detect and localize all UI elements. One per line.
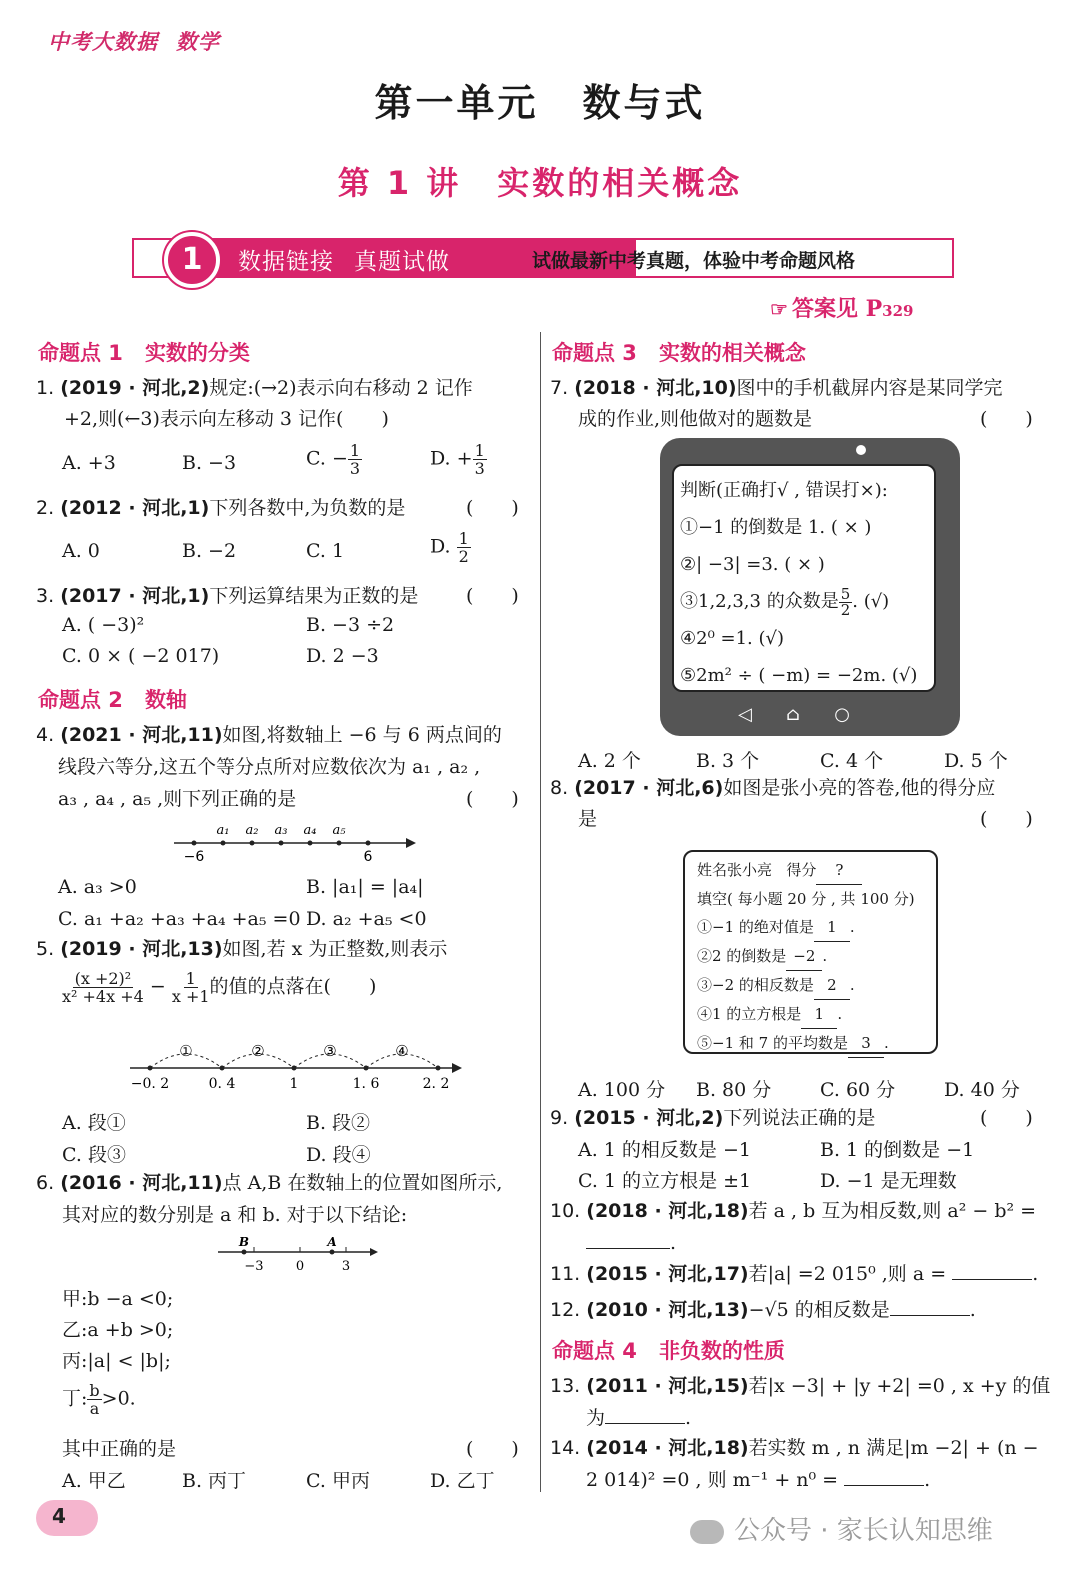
screen-line-2: ②| −3| =3. ( × )	[680, 554, 825, 575]
q1-d-fraction	[473, 442, 487, 477]
section-banner	[132, 238, 954, 278]
q7-text2: 成的作业,则他做对的题数是	[578, 408, 813, 430]
q1-source: (2019 · 河北,2)	[60, 377, 210, 399]
screen-l3-den: 2	[840, 600, 851, 619]
q4-number-line	[170, 818, 420, 868]
q7-option-d: D. 5 个	[944, 750, 1008, 772]
q11-text: 若|a| =2 015⁰ ,则 a =	[748, 1263, 947, 1285]
q2-answer-paren: ( )	[466, 497, 519, 519]
q6-s4-suffix: >0.	[101, 1387, 136, 1410]
q6-tick-1: −3	[244, 1259, 264, 1274]
q4-text2: 线段六等分,这五个等分点所对应数依次为 a₁ , a₂ ,	[58, 756, 481, 778]
q5-seg-1: ①	[179, 1042, 193, 1060]
lesson-name: 实数的相关概念	[497, 164, 743, 202]
q5-seg-3: ③	[323, 1042, 337, 1060]
screen-l3-num: 5	[840, 584, 851, 603]
q2-option-d	[430, 530, 471, 565]
q7-text1: 图中的手机截屏内容是某同学完	[736, 377, 1003, 399]
q4-answer-paren: ( )	[466, 788, 519, 810]
sheet-v1: 1	[814, 913, 850, 942]
q6-tick-2: 0	[295, 1259, 305, 1274]
q13-text1: 若|x −3| + |y +2| =0 , x +y 的值	[748, 1375, 1051, 1397]
sheet-v5: 3	[848, 1029, 884, 1058]
q5-tick-1: −0. 2	[130, 1076, 170, 1092]
banner-title-a: 数据链接	[238, 249, 334, 275]
q9-answer-paren: ( )	[980, 1107, 1033, 1129]
sheet-item-3: ③−2 的相反数是 2 .	[697, 971, 936, 1000]
screen-line-5: ⑤2m² ÷ ( −m) = −2m. (√)	[680, 665, 918, 686]
q1-option-d	[430, 442, 487, 477]
unit-label: 第一单元	[374, 81, 539, 125]
q11-line1: 11. (2015 · 河北,17)若|a| =2 015⁰ ,则 a = .	[550, 1263, 1039, 1285]
q12-text: −√5 的相反数是	[748, 1299, 890, 1321]
q5-f1-num: (x +2)²	[74, 969, 132, 988]
q5-seg-4: ④	[395, 1042, 409, 1060]
q2-d-den: 2	[458, 547, 469, 566]
section-1-name: 实数的分类	[144, 341, 250, 365]
section-3-label: 命题点 3	[552, 341, 637, 365]
q4-point-a3: a₃	[274, 823, 288, 838]
q1-number: 1.	[36, 377, 55, 399]
q6-statement-4	[62, 1382, 136, 1417]
watermark	[690, 1510, 993, 1547]
q13-line2: 为 .	[586, 1407, 692, 1429]
q5-f2-den: x +1	[171, 987, 210, 1006]
q5-fraction-2	[172, 970, 210, 1005]
q1-option-b: B. −3	[182, 452, 237, 474]
q4-point-a2: a₂	[245, 823, 259, 838]
header-brand	[48, 26, 238, 56]
q8-answer-paren: ( )	[980, 808, 1033, 830]
sheet-item-1: ①−1 的绝对值是 1 .	[697, 913, 936, 942]
q7-number: 7.	[550, 377, 569, 399]
banner-subtitle: 试做最新中考真题，体验中考命题风格	[532, 250, 856, 272]
q8-option-d: D. 40 分	[944, 1079, 1020, 1101]
subject-name: 数学	[176, 30, 220, 54]
q9-option-c: C. 1 的立方根是 ±1	[578, 1170, 752, 1192]
q14-source: (2014 · 河北,18)	[586, 1437, 749, 1459]
q11-source: (2015 · 河北,17)	[586, 1263, 749, 1285]
section-2-heading	[38, 684, 209, 714]
q6-option-d: D. 乙丁	[430, 1470, 495, 1492]
q8-text2: 是	[578, 808, 598, 830]
q4-point-a1: a₁	[216, 823, 230, 838]
q6-statement-2: 乙:a +b >0;	[62, 1319, 174, 1341]
q1-d-num: 1	[474, 441, 485, 460]
section-3-heading	[552, 337, 828, 367]
q10-line1	[550, 1196, 1036, 1227]
sheet-name: 姓名张小亮	[697, 861, 773, 879]
q5-minus: −	[149, 975, 166, 998]
q9-option-b: B. 1 的倒数是 −1	[820, 1139, 975, 1161]
column-divider	[540, 332, 541, 1492]
q6-point-a: A	[327, 1235, 337, 1249]
q5-f1-den: x² +4x +4	[62, 987, 144, 1006]
q1-c-den: 3	[349, 459, 361, 478]
unit-name: 数与式	[582, 81, 706, 125]
q6-text1: 点 A,B 在数轴上的位置如图所示,	[222, 1172, 503, 1194]
q6-number-line	[214, 1234, 384, 1274]
q8-option-a: A. 100 分	[578, 1079, 666, 1101]
q3-number: 3.	[36, 585, 55, 607]
screen-line-3	[680, 583, 934, 620]
q9-source: (2015 · 河北,2)	[574, 1107, 724, 1129]
q2-line1	[36, 493, 405, 524]
q9-line1	[550, 1103, 875, 1134]
q1-option-c	[306, 442, 362, 477]
sheet-v2: −2	[786, 942, 822, 971]
q4-number: 4.	[36, 724, 55, 746]
page-number: 4	[52, 1504, 66, 1528]
sheet-item-5: ⑤−1 和 7 的平均数是 3 .	[697, 1029, 936, 1058]
q3-line1	[36, 581, 418, 612]
q9-option-d: D. −1 是无理数	[820, 1170, 957, 1192]
q10-number: 10.	[550, 1200, 581, 1222]
section-1-label: 命题点 1	[38, 341, 123, 365]
q14-line2: 2 014)² =0 , 则 m⁻¹ + n⁰ = .	[586, 1469, 931, 1491]
q5-text1: 如图,若 x 为正整数,则表示	[222, 938, 448, 960]
banner-title-b: 真题试做	[354, 249, 450, 275]
q6-arrow-icon	[370, 1248, 378, 1256]
sheet-item-2: ②2 的倒数是 −2 .	[697, 942, 936, 971]
phone-screen	[672, 464, 936, 692]
q7-option-c: C. 4 个	[820, 750, 884, 772]
q5-f2-num: 1	[185, 969, 196, 988]
q4-tick-point	[279, 841, 284, 846]
q6-source: (2016 · 河北,11)	[60, 1172, 223, 1194]
q6-tick-3: 3	[341, 1259, 351, 1274]
home-icon: ⌂	[786, 704, 800, 725]
q1-c-num: 1	[349, 441, 361, 460]
q10-source: (2018 · 河北,18)	[586, 1200, 749, 1222]
q9-number: 9.	[550, 1107, 569, 1129]
sheet-i5: ⑤−1 和 7 的平均数是	[697, 1034, 848, 1052]
q4-label-lo: −6	[183, 849, 205, 865]
q13-text2: 为	[586, 1407, 606, 1429]
q5-source: (2019 · 河北,13)	[60, 938, 223, 960]
section-3-name: 实数的相关概念	[658, 341, 806, 365]
q8-option-b: B. 80 分	[696, 1079, 772, 1101]
q4-label-hi: 6	[363, 849, 373, 865]
q4-option-b: B. |a₁| = |a₄|	[306, 876, 424, 898]
section-2-label: 命题点 2	[38, 688, 123, 712]
q3-text: 下列运算结果为正数的是	[209, 585, 419, 607]
screen-line-1: ①−1 的倒数是 1. ( × )	[680, 517, 872, 538]
lesson-title	[0, 158, 1080, 204]
q7-answer-paren: ( )	[980, 408, 1033, 430]
q6-option-b: B. 丙丁	[182, 1470, 247, 1492]
q3-option-c: C. 0 × ( −2 017)	[62, 645, 220, 667]
section-4-label: 命题点 4	[552, 1339, 637, 1363]
q5-option-d: D. 段④	[306, 1144, 371, 1166]
q5-tick-5: 2. 2	[422, 1076, 450, 1092]
recent-apps-icon: ○	[834, 704, 850, 725]
screen-line-0: 判断(正确打√ , 错误打×):	[680, 480, 888, 501]
q1-d-den: 3	[474, 459, 485, 478]
phone-screenshot	[660, 438, 960, 736]
q4-tick-point	[337, 841, 342, 846]
q6-option-a: A. 甲乙	[62, 1470, 126, 1492]
q6-option-c: C. 甲丙	[306, 1470, 370, 1492]
q5-fraction-1	[62, 970, 144, 1005]
section-4-name: 非负数的性质	[658, 1339, 785, 1363]
q4-tick-point	[221, 841, 226, 846]
q12-source: (2010 · 河北,13)	[586, 1299, 749, 1321]
q2-option-c: C. 1	[306, 540, 345, 562]
q5-tick-4: 1. 6	[352, 1076, 380, 1092]
q8-source: (2017 · 河北,6)	[574, 777, 724, 799]
q1-line1	[36, 373, 473, 404]
screen-line-4: ④2⁰ =1. (√)	[680, 628, 785, 649]
lesson-label: 第 1 讲	[337, 164, 462, 202]
q12-answer-blank	[890, 1297, 970, 1316]
q4-tick-point	[192, 841, 197, 846]
sheet-score-label: 得分	[786, 861, 817, 879]
section-1-heading	[38, 337, 272, 367]
q6-ask: 其中正确的是	[62, 1438, 177, 1460]
q4-tick-point	[366, 841, 371, 846]
q4-point-a5: a₅	[332, 823, 346, 838]
q13-line1	[550, 1371, 1050, 1402]
wechat-icon	[690, 1520, 724, 1544]
q2-number: 2.	[36, 497, 55, 519]
q6-s4-den: a	[89, 1399, 100, 1418]
q6-s4-num: b	[89, 1381, 100, 1400]
q7-line1	[550, 373, 1003, 404]
q5-option-c: C. 段③	[62, 1144, 126, 1166]
q2-d-prefix: D.	[430, 535, 451, 558]
q6-answer-paren: ( )	[466, 1438, 519, 1460]
q5-number: 5.	[36, 938, 55, 960]
unit-title	[0, 72, 1080, 127]
q12-line1: 12. (2010 · 河北,13)−√5 的相反数是 .	[550, 1299, 976, 1321]
q6-text2: 其对应的数分别是 a 和 b. 对于以下结论:	[62, 1204, 408, 1226]
q11-answer-blank	[952, 1261, 1032, 1280]
q8-line1	[550, 773, 995, 804]
q6-line1	[36, 1168, 502, 1199]
section-4-heading	[552, 1335, 807, 1365]
q4-tick-point	[250, 841, 255, 846]
q6-s4-fraction	[87, 1382, 101, 1417]
answer-reference	[770, 292, 913, 323]
q2-d-fraction	[457, 530, 471, 565]
q5-text2: 的值的点落在( )	[209, 975, 377, 998]
q3-option-d: D. 2 −3	[306, 645, 379, 667]
q2-source: (2012 · 河北,1)	[60, 497, 210, 519]
watermark-text: 公众号 · 家长认知思维	[734, 1516, 993, 1546]
q3-option-a: A. ( −3)²	[62, 614, 145, 636]
sheet-v3: 2	[814, 971, 850, 1000]
q4-tick-point	[308, 841, 313, 846]
q13-source: (2011 · 河北,15)	[586, 1375, 749, 1397]
q5-tick-3: 1	[289, 1076, 299, 1092]
answer-ref-page: 329	[882, 302, 914, 320]
q2-text: 下列各数中,为负数的是	[209, 497, 406, 519]
q13-number: 13.	[550, 1375, 581, 1397]
q7-option-b: B. 3 个	[696, 750, 760, 772]
q1-option-a: A. +3	[62, 452, 116, 474]
q2-option-a: A. 0	[62, 540, 100, 562]
q4-point-a4: a₄	[303, 823, 317, 838]
q5-option-b: B. 段②	[306, 1112, 371, 1134]
banner-number: 1	[164, 232, 220, 288]
q7-source: (2018 · 河北,10)	[574, 377, 737, 399]
screen-l3-suffix: . (√)	[852, 591, 890, 612]
q1-c-fraction	[348, 442, 362, 477]
q1-text1: 规定:(→2)表示向右移动 2 记作	[209, 377, 473, 399]
q1-c-prefix: C. −	[306, 447, 348, 470]
q14-text2: 2 014)² =0 , 则 m⁻¹ + n⁰ =	[586, 1469, 839, 1491]
page-number-badge	[36, 1500, 98, 1536]
q3-option-b: B. −3 ÷2	[306, 614, 395, 636]
q8-number: 8.	[550, 777, 569, 799]
q5-tick-2: 0. 4	[208, 1076, 236, 1092]
brand-name: 中考大数据	[48, 30, 158, 54]
q6-statement-1: 甲:b −a <0;	[62, 1288, 174, 1310]
q4-option-a: A. a₃ >0	[58, 876, 137, 898]
q6-point-b: B	[238, 1235, 250, 1249]
sheet-intro: 填空( 每小题 20 分 , 共 100 分)	[697, 890, 915, 908]
q5-arrow-icon	[452, 1063, 462, 1073]
banner-title	[238, 243, 470, 276]
q2-d-num: 1	[458, 529, 469, 548]
q10-answer-blank: .	[586, 1228, 676, 1259]
q5-expression	[62, 970, 376, 1005]
q9-option-a: A. 1 的相反数是 −1	[578, 1139, 751, 1161]
q4-option-c: C. a₁ +a₂ +a₃ +a₄ +a₅ =0	[58, 908, 301, 930]
q6-number: 6.	[36, 1172, 55, 1194]
sheet-header	[697, 856, 936, 885]
q5-line1	[36, 934, 447, 965]
q14-answer-blank	[844, 1467, 924, 1486]
q5-number-line	[126, 1036, 466, 1092]
sheet-i3: ③−2 的相反数是	[697, 976, 814, 994]
q14-number: 14.	[550, 1437, 581, 1459]
q4-option-d: D. a₂ +a₅ <0	[306, 908, 427, 930]
section-2-name: 数轴	[144, 688, 187, 712]
q9-text: 下列说法正确的是	[723, 1107, 876, 1129]
screen-l3-fraction	[839, 584, 853, 619]
q3-answer-paren: ( )	[466, 585, 519, 607]
q14-line1	[550, 1433, 1039, 1464]
q6-statement-3: 丙:|a| < |b|;	[62, 1350, 171, 1372]
q3-source: (2017 · 河北,1)	[60, 585, 210, 607]
q8-text1: 如图是张小亮的答卷,他的得分应	[723, 777, 996, 799]
q2-option-b: B. −2	[182, 540, 237, 562]
q10-text: 若 a , b 互为相反数,则 a² − b² =	[748, 1200, 1037, 1222]
q13-answer-blank	[605, 1405, 685, 1424]
q8-option-c: C. 60 分	[820, 1079, 896, 1101]
q5-seg-2: ②	[251, 1042, 265, 1060]
answer-sheet	[683, 850, 938, 1054]
back-icon: ◁	[738, 704, 752, 725]
q12-number: 12.	[550, 1299, 581, 1321]
sheet-score: ?	[816, 856, 862, 885]
answer-ref-text: 答案见 P	[791, 296, 883, 322]
q11-number: 11.	[550, 1263, 581, 1285]
q4-arrow-icon	[406, 838, 416, 848]
q4-text1: 如图,将数轴上 −6 与 6 两点间的	[222, 724, 502, 746]
q5-option-a: A. 段①	[62, 1112, 126, 1134]
q7-option-a: A. 2 个	[578, 750, 641, 772]
screen-l3-prefix: ③1,2,3,3 的众数是	[680, 591, 839, 612]
q4-line1	[36, 720, 502, 751]
phone-camera-icon	[856, 445, 866, 455]
q6-s4-prefix: 丁:	[62, 1387, 88, 1410]
sheet-i4: ④1 的立方根是	[697, 1005, 802, 1023]
q4-text3: a₃ , a₄ , a₅ ,则下列正确的是	[58, 788, 297, 810]
sheet-item-4: ④1 的立方根是 1 .	[697, 1000, 936, 1029]
sheet-i2: ②2 的倒数是	[697, 947, 787, 965]
q1-text2: +2,则(←3)表示向左移动 3 记作( )	[64, 408, 389, 430]
sheet-v4: 1	[801, 1000, 837, 1029]
q14-text1: 若实数 m , n 满足|m −2| + (n −	[748, 1437, 1039, 1459]
q1-d-prefix: D. +	[430, 447, 473, 470]
pointing-hand-icon: ☞	[770, 297, 788, 321]
q4-source: (2021 · 河北,11)	[60, 724, 223, 746]
sheet-i1: ①−1 的绝对值是	[697, 918, 814, 936]
phone-nav-buttons	[738, 704, 850, 725]
